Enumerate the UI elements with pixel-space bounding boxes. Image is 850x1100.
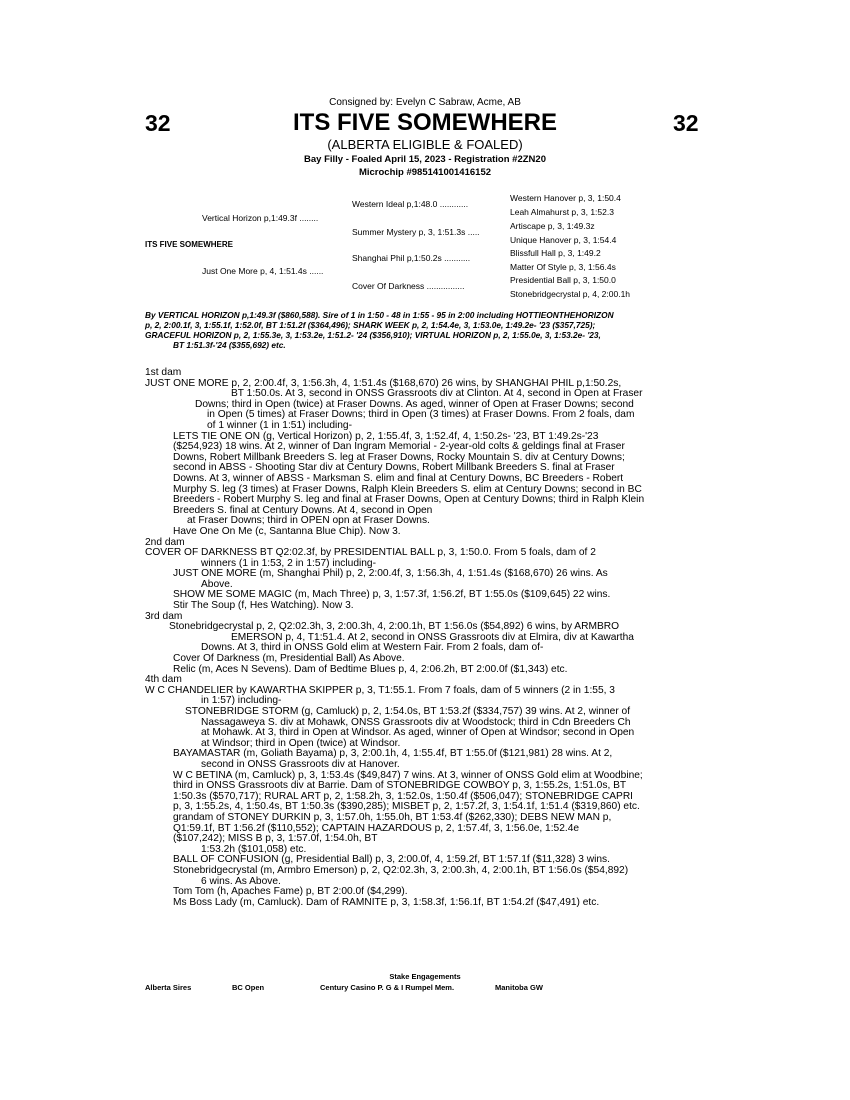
fourth-dam-heading: 4th dam [145, 674, 182, 686]
stake-item: Century Casino P. G & I Rumpel Mem. [320, 983, 455, 992]
stake-item: BC Open [232, 983, 265, 992]
second-dam-heading: 2nd dam [145, 536, 185, 548]
pedigree-dam-dam: Cover Of Darkness ................ [352, 281, 465, 291]
microchip: Microchip #985141001416152 [358, 167, 492, 178]
pedigree-sds: Artiscape p, 3, 1:49.3z [510, 221, 595, 231]
consignor-line: Consigned by: Evelyn C Sabraw, Acme, AB [329, 97, 521, 108]
stake-engagements-title: Stake Engagements [389, 972, 461, 981]
pedigree-ddd: Stonebridgecrystal p, 4, 2:00.1h [510, 289, 631, 299]
pedigree-dam: Just One More p, 4, 1:51.4s ...... [202, 266, 324, 276]
pedigree-chart [0, 0, 850, 310]
pedigree-sire-dam: Summer Mystery p, 3, 1:51.3s ..... [352, 227, 480, 237]
horse-name: ITS FIVE SOMEWHERE [292, 109, 558, 136]
pedigree-dsd: Matter Of Style p, 3, 1:56.4s [510, 262, 616, 272]
pedigree-ssd: Leah Almahurst p, 3, 1:52.3 [510, 207, 614, 217]
hip-number-left: 32 [145, 110, 171, 136]
produce-lets-tie-one-on: LETS TIE ONE ON (g, Vertical Horizon) p, 2, 1:55.4f, 3, 1:52.4f, 4, 1:50.2s- '23, BT 1:49.2s-'23 [173, 430, 599, 442]
female-family: 1st dam JUST ONE MORE p, 2, 2:00.4f, 3, 1:56.3h, 4, 1:51.4s ($168,670) 26 wins, by SHANGHAI PHIL p,1:50.2s, BT 1:50.0s. At 3, second in ONSS Grassroots div at Clinton. At 4, second in Open at Fraser Downs; third in Open (twice) at Fraser Downs. As aged, winner of Open at Fraser Downs; second in Open (5 times) at Fraser Downs; third in Open (3 times) at Fraser Downs. From 2 foals, dam of 1 winner (1 in 1:51) including- LETS TIE ONE ON (g, Vertical Horizon) p, 2, 1:55.4f, 3, 1:52.4f, 4, 1:50.2s- '23, BT 1:49.2s-'23 ($254,923) 18 wins. At 2, winner of Dan Ingram Memorial - 2-year-old colts & geldings final at Fraser Downs, Robert Millbank Breeders S. leg at Fraser Downs, Rocky Mountain S. div at Century Downs; second in ABSS - Shooting Star div at Century Downs, Robert Millbank Breeders S. final at Fraser Downs. At 3, winner of ABSS - Marksman S. elim and final at Century Downs, BC Breeders - Robert Murphy S. leg (3 times) at Fraser Downs, Ralph Klein Breeders S. elim at Century Downs; second in BC Breeders - Robert Murphy S. leg and final at Fraser Downs, Open at Century Downs; third in Ralph Klein Breeders S. final at Century Downs. At 4, second in Open at Fraser Downs; third in OPEN opn at Fraser Downs. Have One On Me (c, Santanna Blue Chip). Now 3. 2nd dam COVER OF DARKNESS BT Q2:02.3f, by PRESIDENTIAL BALL p, 3, 1:50.0. From 5 foals, dam of 2 winners (1 in 1:53, 2 in 1:57) including- JUST ONE MORE (m, Shanghai Phil) p, 2, 2:00.4f, 3, 1:56.3h, 4, 1:51.4s ($168,670) 26 wins. As Above. SHOW ME SOME MAGIC (m, Mach Three) p, 3, 1:57.3f, 1:56.2f, BT 1:55.0s ($109,645) 22 wins. Stir The Soup (f, Hes Watching). Now 3. 3rd dam Stonebridgecrystal p, 2, Q2:02.3h, 3, 2:00.3h, 4, 2:00.1h, BT 1:56.0s ($54,892) 6 wins, by ARMBRO EMERSON p, 4, T1:51.4. At 2, second in ONSS Grassroots div at Elmira, div at Kawartha Downs. At 3, third in ONSS Gold elim at Western Fair. From 2 foals, dam of- Cover Of Darkness (m, Presidential Ball) As Above. Relic (m, Aces N Sevens). Dam of Bedtime Blues p, 4, 2:06.2h, BT 2:00.0f ($1,343) etc. 4th dam W C CHANDELIER by KAWARTHA SKIPPER p, 3, T1:55.1. From 7 foals, dam of 5 winners (2 in 1:55, 3 in 1:57) including- STONEBRIDGE STORM (g, Camluck) p, 2, 1:54.0s, BT 1:53.2f ($334,757) 39 wins. At 2, winner of Nassagaweya S. div at Mohawk, ONSS Grassroots div at Woodstock; third in Cdn Breeders Ch at Mohawk. At 3, third in Open at Windsor. As aged, winner of Open at Windsor; second in Open at Windsor; third in Open (twice) at Windsor. BAYAMASTAR (m, Goliath Bayama) p, 3, 2:00.1h, 4, 1:55.4f, BT 1:55.0f ($121,981) 28 wins. At 2, second in ONSS Grassroots div at Hanover. W C BETINA (m, Camluck) p, 3, 1:53.4s ($49,847) 7 wins. At 3, winner of ONSS Gold elim at Woodbine; third in ONSS Grassroots div at Barrie. Dam of STONEBRIDGE COWBOY p, 3, 1:55.2s, 1:51.0s, BT 1:50.3s ($570,717); RURAL ART p, 2, 1:58.2h, 3, 1:52.0s, 1:50.4f ($506,047); STONEBRIDGE CAPRI p, 3, 1:55.2s, 4, 1:50.4s, BT 1:50.3s ($390,285); MISBET p, 2, 1:57.2f, 3, 1:54.1f, 1:51.4 ($319,860) etc. grandam of STONEY DURKIN p, 3, 1:57.0h, 1:55.0h, BT 1:53.4f ($262,330); DEBS NEW MAN p, Q1:59.1f, BT 1:56.2f ($110,552); CAPTAIN HAZARDOUS p, 2, 1:57.4f, 3, 1:56.0e, 1:52.4e ($107,242); MISS B p, 3, 1:57.0f, 1:54.0h, BT 1:53.2h ($101,058) etc. BALL OF CONFUSION (g, Presidential Ball) p, 3, 2:00.0f, 4, 1:59.2f, BT 1:57.1f ($11,328) 3 wins. Stonebridgecrystal (m, Armbro Emerson) p, 2, Q2:02.3h, 3, 2:00.3h, 4, 2:00.1h, BT 1:56.0s ($54,892) 6 wins. As Above. Tom Tom (h, Apaches Fame) p, BT 2:00.0f ($4,299). Ms Boss Lady (m, Camluck). Dam of RAMNITE p, 3, 1:58.3f, 1:56.1f, BT 1:54.2f ($47,491) etc. [145, 368, 715, 908]
stake-item: Manitoba GW [495, 983, 543, 992]
third-dam-heading: 3rd dam [145, 610, 183, 622]
hip-number-right: 32 [673, 110, 699, 136]
pedigree-dam-sire: Shanghai Phil p,1:50.2s ........... [352, 253, 471, 263]
pedigree-dds: Presidential Ball p, 3, 1:50.0 [510, 275, 616, 285]
dam-line: JUST ONE MORE p, 2, 2:00.4f, 3, 1:56.3h, 4, 1:51.4s ($168,670) 26 wins, by SHANGHAI PHIL p,1:50.2s, [145, 377, 622, 389]
horse-description: Bay Filly - Foaled April 15, 2023 - Registration #2ZN20 [304, 154, 546, 165]
pedigree-horse: ITS FIVE SOMEWHERE [145, 240, 234, 249]
pedigree-sire: Vertical Horizon p,1:49.3f ........ [202, 213, 319, 223]
first-dam-heading: 1st dam [145, 367, 182, 378]
sire-summary: By VERTICAL HORIZON p,1:49.3f ($860,588). Sire of 1 in 1:50 - 48 in 1:55 - 95 in 2:00 including HOTTIEONTHEHORIZON p, 2, 2:00.1f, 3, 1:55.1f, 1:52.0f, BT 1:51.2f ($364,496); SHARK WEEK p, 2, 1:54.4e, 3, 1:53.0e, 1:49.2e- '23 ($357,725); GRACEFUL HORIZON p, 2, 1:55.3e, 3, 1:53.2e, 1:51.2- '24 ($356,910); VIRTUAL HORIZON p, 2, 1:55.0e, 3, 1:53.2e- '23, BT 1:51.3f-'24 ($355,692) etc. [145, 310, 614, 350]
stake-item: Alberta Sires [145, 983, 192, 992]
pedigree-sss: Western Hanover p, 3, 1:50.4 [510, 193, 621, 203]
pedigree-sire-sire: Western Ideal p,1:48.0 ............ [352, 199, 469, 209]
pedigree-dss: Blissfull Hall p, 3, 1:49.2 [510, 248, 601, 258]
pedigree-sdd: Unique Hanover p, 3, 1:54.4 [510, 235, 617, 245]
eligibility: (ALBERTA ELIGIBLE & FOALED) [327, 137, 523, 152]
